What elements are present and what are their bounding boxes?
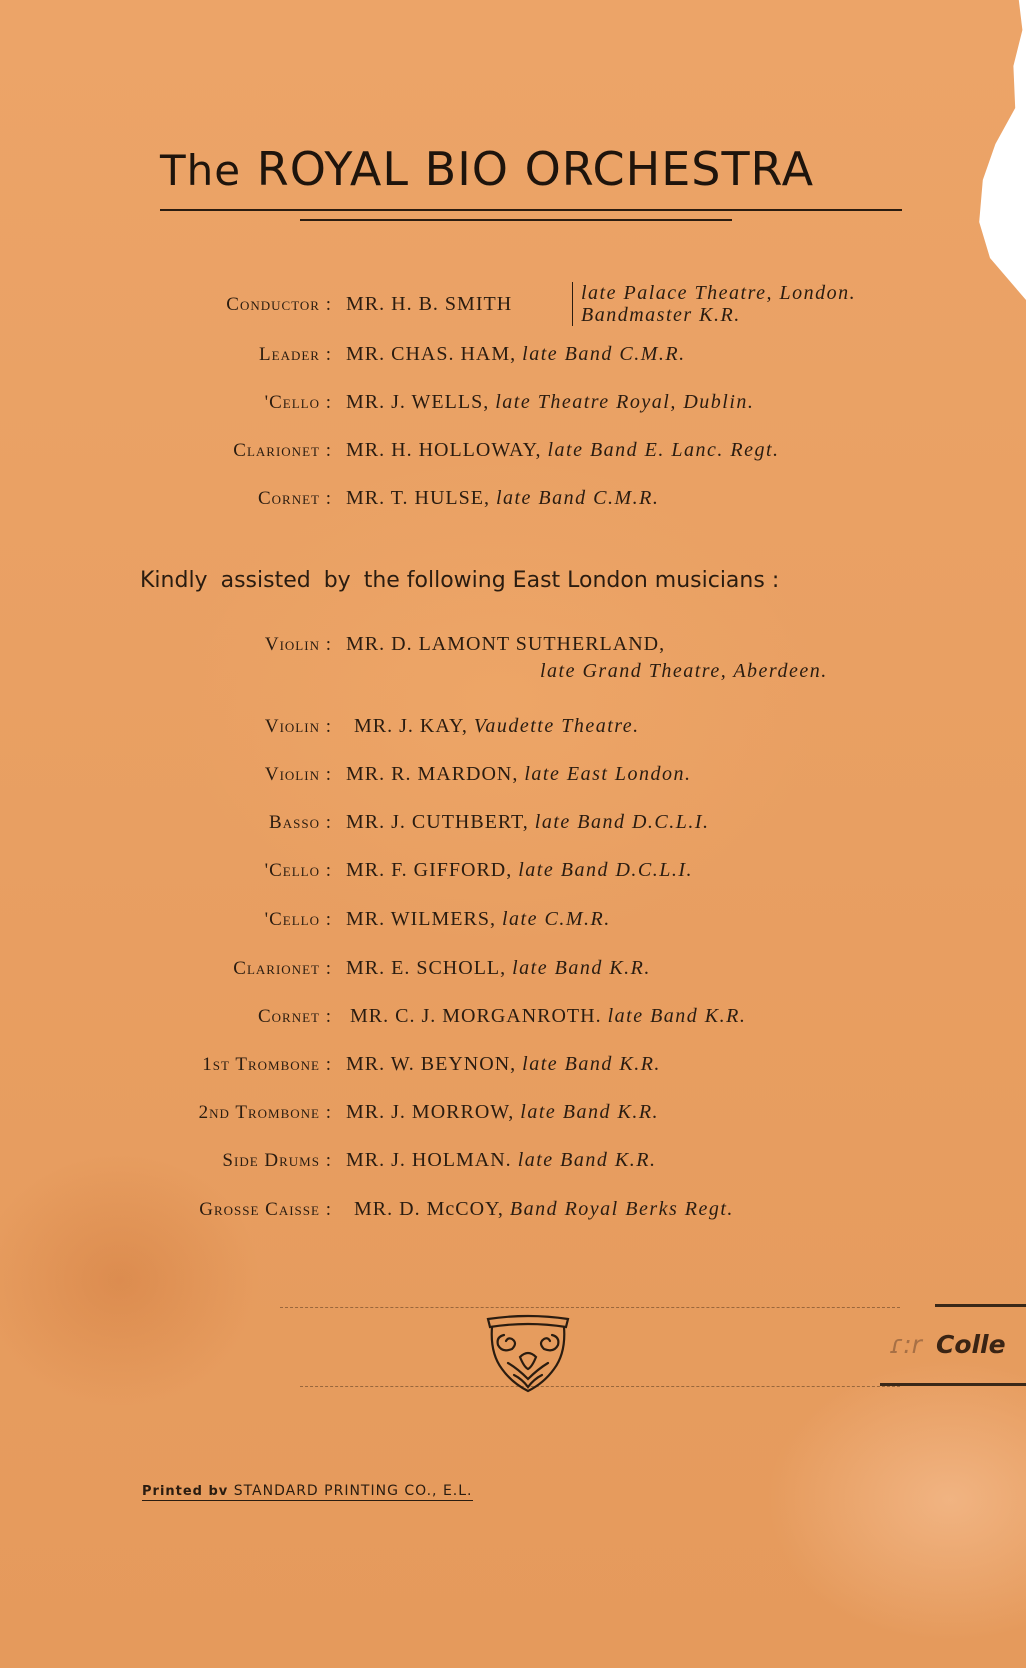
assist-heading bbox=[140, 568, 779, 593]
person-entry bbox=[346, 1149, 656, 1172]
person-name: MR. D. LAMONT SUTHERLAND, bbox=[346, 633, 666, 655]
title-rule-long bbox=[160, 209, 902, 211]
musician-row bbox=[0, 1000, 1026, 1034]
person-entry bbox=[346, 391, 754, 414]
person-entry bbox=[346, 439, 780, 462]
page-title bbox=[160, 142, 880, 196]
person-entry bbox=[346, 343, 686, 366]
principal-row bbox=[0, 386, 1026, 420]
person-note: late C.M.R. bbox=[501, 908, 611, 930]
person-entry bbox=[346, 957, 651, 980]
person-note: late Theatre Royal, Dublin. bbox=[495, 391, 755, 413]
person-name: MR. E. SCHOLL, bbox=[346, 957, 507, 979]
musician-row bbox=[0, 1096, 1026, 1130]
role-label: Clarionet : bbox=[233, 958, 332, 979]
conductor-note bbox=[572, 282, 856, 326]
person-note: Vaudette Theatre. bbox=[473, 715, 640, 737]
person-entry bbox=[346, 1053, 661, 1076]
person-name: MR. J. WELLS, bbox=[346, 391, 490, 413]
conductor-note-line2: Bandmaster K.R. bbox=[581, 304, 741, 326]
role-label: 1st Trombone : bbox=[202, 1054, 332, 1075]
musician-row bbox=[0, 758, 1026, 792]
title-the: The bbox=[160, 146, 242, 195]
musician-row bbox=[0, 952, 1026, 986]
person-note: late Band K.R. bbox=[517, 1149, 657, 1171]
person-entry bbox=[354, 715, 640, 738]
title-rule-short bbox=[300, 219, 732, 221]
person-name: MR. W. BEYNON, bbox=[346, 1053, 517, 1075]
person-note: late Band E. Lanc. Regt. bbox=[547, 439, 780, 461]
printer-credit bbox=[142, 1483, 473, 1501]
role-label: 'Cello : bbox=[264, 392, 332, 413]
person-note: late Band K.R. bbox=[522, 1053, 661, 1075]
role-label: Cornet : bbox=[257, 488, 332, 509]
musician-row bbox=[0, 854, 1026, 888]
person-note: late Band K.R. bbox=[607, 1005, 747, 1027]
principal-row bbox=[0, 338, 1026, 372]
musician-row bbox=[0, 628, 1026, 662]
assist-word: by bbox=[323, 568, 351, 593]
role-label: Violin : bbox=[264, 764, 332, 785]
title-main: ROYAL BIO ORCHESTRA bbox=[256, 142, 815, 196]
role-label: Leader : bbox=[259, 344, 332, 365]
person-entry bbox=[346, 487, 659, 510]
person-name: MR. J. MORROW, bbox=[346, 1101, 515, 1123]
musician-row bbox=[0, 806, 1026, 840]
person-name: MR. C. J. MORGANROTH. bbox=[350, 1005, 602, 1027]
torn-corner bbox=[936, 0, 1026, 300]
side-fragment-word: Colle bbox=[935, 1330, 1006, 1359]
person-entry bbox=[350, 1005, 746, 1028]
side-fragment-faint: ɾ:r bbox=[890, 1330, 922, 1359]
person-name: MR. H. HOLLOWAY, bbox=[346, 439, 542, 461]
role-label: Violin : bbox=[264, 716, 332, 737]
person-name: MR. H. B. SMITH bbox=[346, 293, 513, 315]
role-label: Violin : bbox=[264, 634, 332, 655]
side-fragment-rule-top bbox=[935, 1304, 1026, 1307]
person-name: MR. CHAS. HAM, bbox=[346, 343, 517, 365]
person-note: late East London. bbox=[524, 763, 692, 785]
printer-name: STANDARD PRINTING CO., E.L. bbox=[233, 1483, 473, 1499]
musician-row bbox=[0, 1048, 1026, 1082]
side-fragment-text bbox=[890, 1330, 1006, 1359]
printer-prefix: Printed bbox=[142, 1484, 203, 1499]
assist-word: Kindly bbox=[140, 568, 208, 593]
scroll-ornament-icon bbox=[482, 1313, 574, 1395]
person-name: MR. T. HULSE, bbox=[346, 487, 490, 509]
person-note: late Band K.R. bbox=[512, 957, 651, 979]
person-name: MR. J. CUTHBERT, bbox=[346, 811, 529, 833]
role-label: Basso : bbox=[269, 812, 332, 833]
printer-by: bv bbox=[208, 1484, 229, 1499]
musician-row bbox=[0, 1144, 1026, 1178]
side-fragment-rule-bottom bbox=[880, 1383, 1026, 1386]
person-note: late Band C.M.R. bbox=[522, 343, 686, 365]
musician-row bbox=[0, 710, 1026, 744]
person-entry bbox=[346, 859, 693, 882]
role-label: Side Drums : bbox=[222, 1150, 332, 1171]
dashed-rule-top bbox=[280, 1307, 900, 1308]
person-note: late Band D.C.L.I. bbox=[518, 859, 694, 881]
role-label: Clarionet : bbox=[233, 440, 332, 461]
person-entry bbox=[346, 811, 710, 834]
principal-row bbox=[0, 482, 1026, 516]
principal-row bbox=[0, 434, 1026, 468]
musician-row bbox=[0, 1193, 1026, 1227]
person-note: late Band C.M.R. bbox=[495, 487, 660, 509]
assist-word: the following East London musicians : bbox=[363, 568, 780, 593]
role-label: Grosse Caisse : bbox=[199, 1199, 332, 1220]
person-name: MR. J. KAY, bbox=[354, 715, 468, 737]
person-entry bbox=[346, 763, 692, 786]
conductor-row bbox=[0, 282, 1026, 326]
dashed-rule-bottom bbox=[300, 1386, 900, 1387]
role-label: Cornet : bbox=[257, 1006, 332, 1027]
person-name: MR. J. HOLMAN. bbox=[346, 1149, 512, 1171]
person-entry bbox=[354, 1198, 734, 1221]
role-label: 'Cello : bbox=[264, 860, 332, 881]
person-note: Band Royal Berks Regt. bbox=[509, 1198, 734, 1220]
person-name: MR. R. MARDON, bbox=[346, 763, 519, 785]
role-label: Conductor : bbox=[226, 294, 332, 315]
person-note-continued: late Grand Theatre, Aberdeen. bbox=[540, 660, 828, 682]
person-name: MR. D. McCOY, bbox=[354, 1198, 504, 1220]
person-note: late Band D.C.L.I. bbox=[534, 811, 710, 833]
person-entry bbox=[346, 908, 611, 931]
person-name: MR. WILMERS, bbox=[346, 908, 496, 930]
conductor-note-line1: late Palace Theatre, London. bbox=[581, 282, 857, 304]
person-name: MR. F. GIFFORD, bbox=[346, 859, 513, 881]
role-label: 2nd Trombone : bbox=[198, 1102, 332, 1123]
musician-row bbox=[0, 903, 1026, 937]
person-note: late Band K.R. bbox=[520, 1101, 660, 1123]
person-entry bbox=[346, 1101, 659, 1124]
assist-word: assisted bbox=[220, 568, 311, 593]
role-label: 'Cello : bbox=[264, 909, 332, 930]
